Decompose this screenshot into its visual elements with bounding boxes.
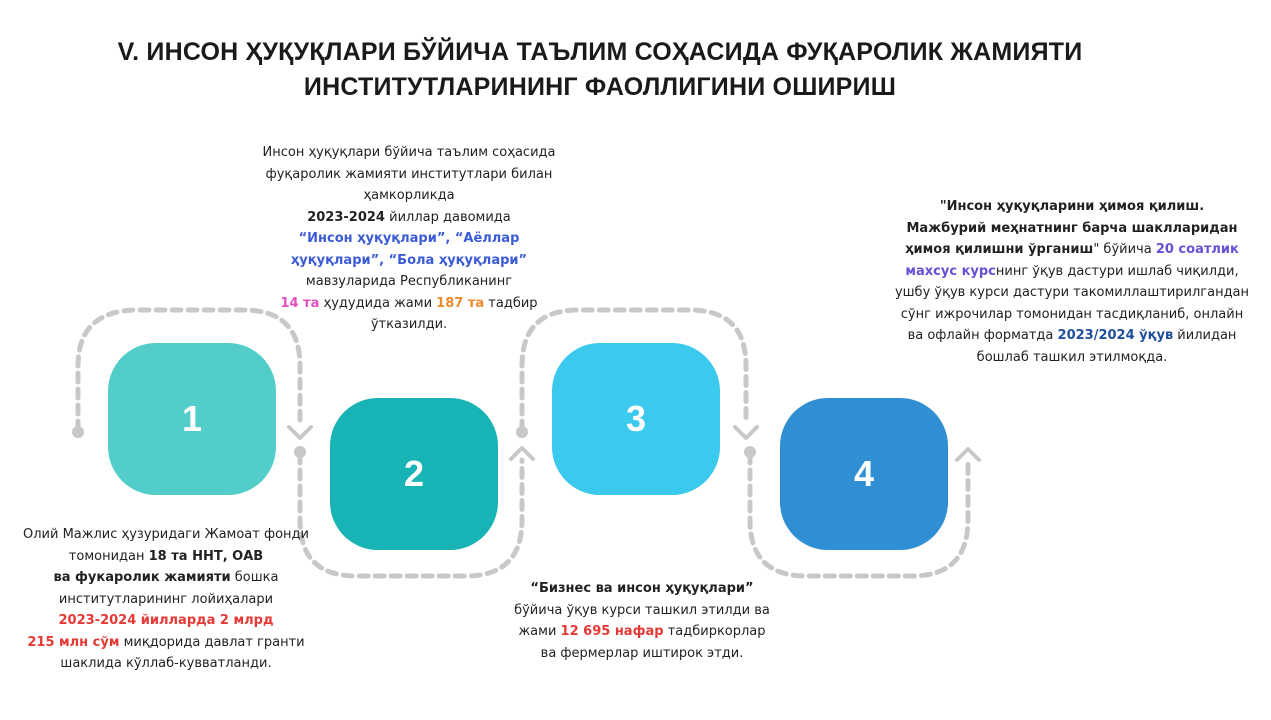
t2-text: томонидан (68, 548, 149, 564)
step-2-description (18, 524, 314, 675)
t4-hours: 20 соатлик (1155, 242, 1239, 257)
t1-topics: “Инсон ҳуқуқлари”, “Аёллар (298, 231, 520, 246)
t2-line (18, 567, 314, 589)
arrow-down-icon-3 (735, 427, 757, 438)
t2-grant-amount: 215 млн сўм (27, 634, 120, 650)
t4-line (884, 325, 1260, 347)
t3-line: ва фермерлар иштирок этди. (540, 645, 744, 661)
step-3-block: 3 (552, 343, 720, 495)
connector-dot-2 (294, 446, 306, 458)
t1-line (248, 207, 570, 229)
step-3-description (492, 578, 792, 664)
step-1-description (248, 142, 570, 336)
t3-line: бўйича ўқув курси ташкил этилди ва (514, 602, 770, 618)
t1-years: 2023-2024 (307, 209, 385, 225)
t1-text: тадбир (484, 295, 538, 311)
page-title-line-1: V. ИНСОН ҲУҚУҚЛАРИ БЎЙИЧА ТАЪЛИМ СОҲАСИДА ФУҚАРОЛИК ЖАМИЯТИ (117, 38, 1083, 66)
t2-line (18, 632, 314, 654)
arrow-up-icon-2 (511, 448, 533, 459)
t4-line: сўнг ижрочилар томонидан тасдиқланиб, онлайн (900, 306, 1244, 322)
t2-line: шаклида кўллаб-кувватланди. (60, 656, 272, 671)
step-2-block: 2 (330, 398, 498, 550)
t1-text: йиллар давомида (384, 209, 511, 225)
arrow-down-icon-1 (289, 427, 311, 438)
connector-dot-start (72, 426, 84, 438)
t2-bold-text: ва фукаролик жамияти (53, 570, 231, 585)
arrow-up-icon-4 (957, 449, 979, 460)
t1-topics: ҳуқуқлари”, “Бола ҳуқуқлари” (290, 252, 528, 268)
t2-grant-amount: 2023-2024 йилларда 2 млрд (58, 613, 274, 628)
t3-line (492, 621, 792, 643)
t1-line: фуқаролик жамияти институтлари билан (265, 166, 553, 182)
t1-line: Инсон ҳуқуқлари бўйича таълим соҳасида (262, 145, 556, 160)
t3-course-title: “Бизнес ва инсон ҳуқуқлари” (530, 581, 754, 596)
t4-text: " бўйича (1093, 242, 1156, 257)
t4-academic-year: 2023/2024 ўқув (1057, 328, 1174, 343)
t1-text: ҳудудида жами (319, 295, 437, 311)
connector-dot-3 (516, 426, 528, 438)
t2-text: бошка (230, 570, 279, 585)
page-title-line-2: ИНСТИТУТЛАРИНИНГ ФАОЛЛИГИНИ ОШИРИШ (303, 73, 897, 101)
t1-regions-count: 14 та (280, 295, 320, 311)
step-4-description (884, 196, 1260, 368)
t1-line: ўтказилди. (370, 317, 448, 332)
step-1-block: 1 (108, 343, 276, 495)
t4-line: бошлаб ташкил этилмоқда. (976, 349, 1168, 365)
t2-line (18, 546, 314, 568)
t4-line (884, 239, 1260, 261)
t1-line: мавзуларида Республиканинг (305, 274, 513, 289)
t4-course-title: ҳимоя қилишни ўрганиш (905, 242, 1094, 257)
t4-line (884, 261, 1260, 283)
t1-events-count: 187 та (436, 295, 485, 311)
t2-ngo-count: 18 та ННТ, ОАВ (148, 548, 264, 564)
t3-text: тадбиркорлар (663, 624, 766, 639)
t1-line (248, 293, 570, 315)
t4-text: нинг ўқув дастури ишлаб чиқилди, (995, 263, 1239, 279)
t1-line: ҳамкорликда (363, 188, 455, 203)
t2-line: Олий Мажлис ҳузуридаги Жамоат фонди (23, 527, 309, 542)
step-4-block: 4 (780, 398, 948, 550)
t4-text: ва офлайн форматда (907, 328, 1058, 343)
t4-special-course: махсус курс (905, 263, 996, 279)
t4-course-title: Мажбурий меҳнатнинг барча шаклларидан (906, 220, 1238, 236)
t2-line: институтларининг лойиҳалари (58, 591, 274, 607)
t3-participants-count: 12 695 нафар (560, 624, 664, 639)
t4-line: ушбу ўқув курси дастури такомиллаштирилгандан (894, 285, 1250, 300)
connector-dot-4 (744, 446, 756, 458)
t4-course-title: "Инсон ҳуқуқларини ҳимоя қилиш. (939, 199, 1205, 214)
t2-text: миқдорида давлат гранти (119, 634, 305, 650)
t4-text: йилидан (1173, 328, 1237, 343)
t3-text: жами (518, 624, 561, 639)
